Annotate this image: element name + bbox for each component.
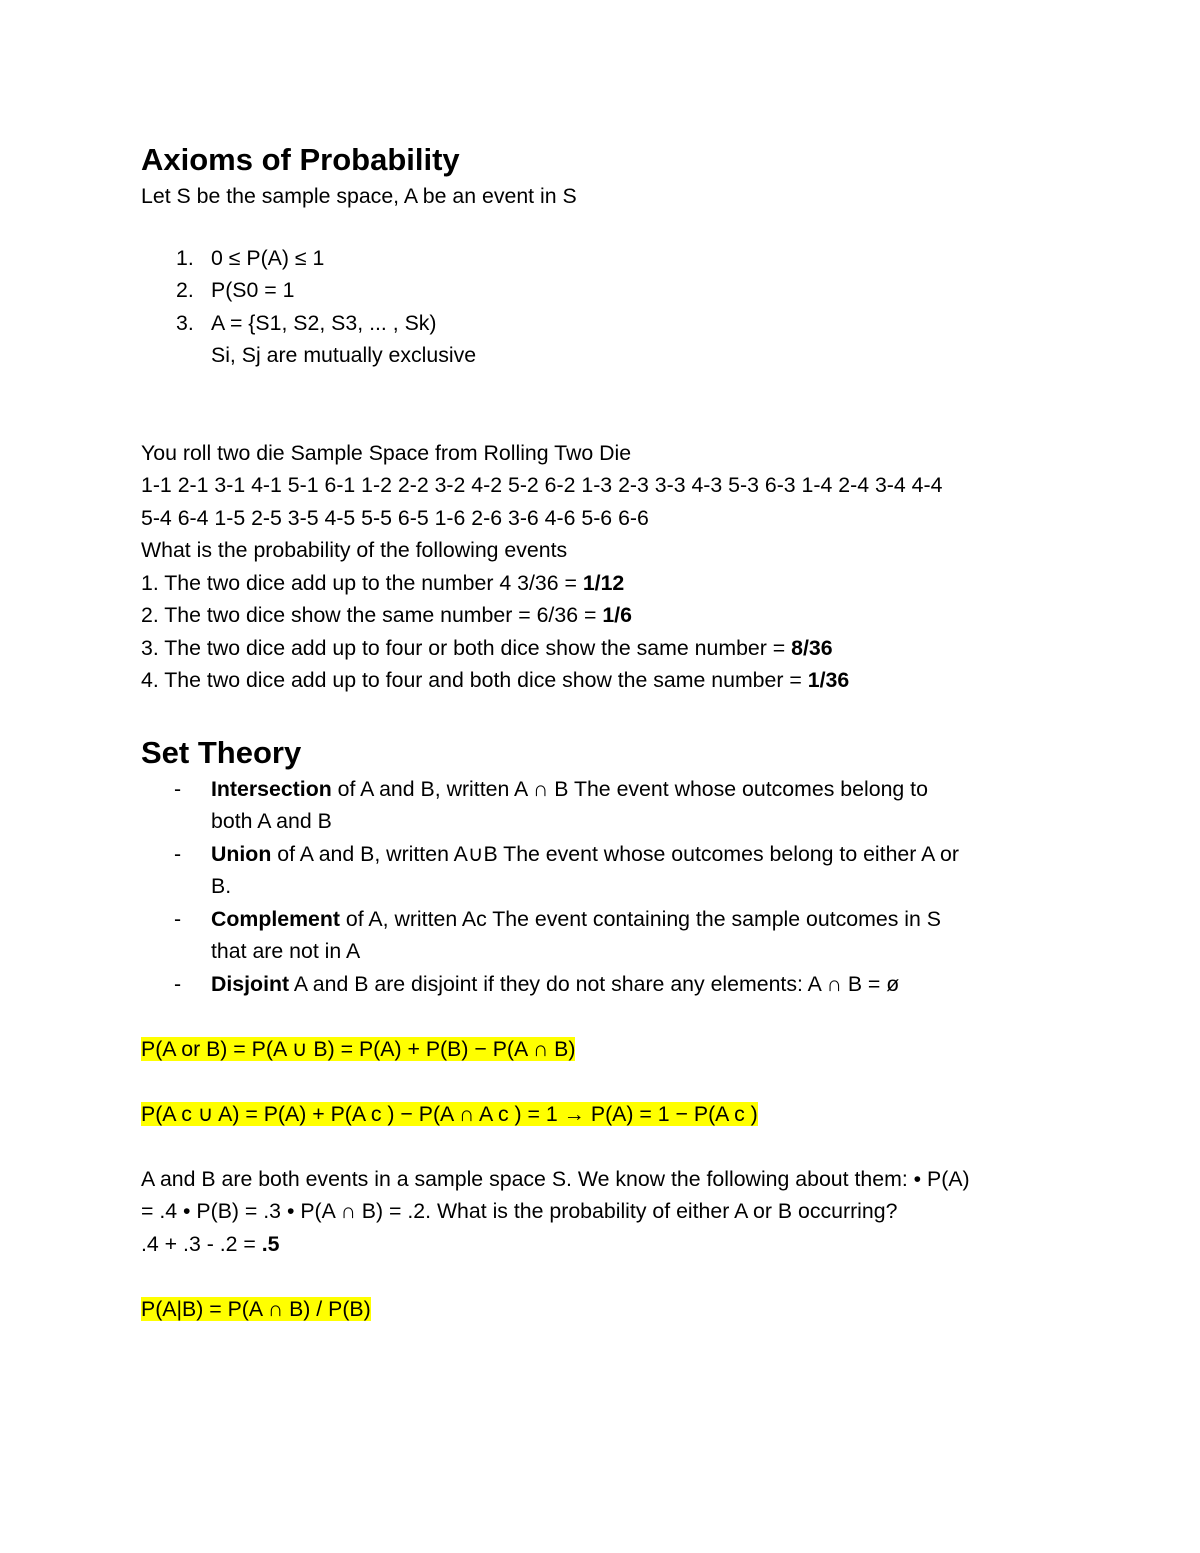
set-definition-text: of A, written Ac The event containing the sample outcomes in S xyxy=(339,906,941,931)
axiom-text: P(S0 = 1 xyxy=(211,278,295,302)
set-definition-text: B. xyxy=(211,874,232,898)
set-definition xyxy=(141,838,1061,903)
spacer xyxy=(141,1000,1081,1033)
formula-complement-rule xyxy=(141,1098,1081,1131)
dash-bullet: - xyxy=(174,971,182,996)
axiom-list xyxy=(141,242,1081,372)
dice-question: What is the probability of the following events xyxy=(141,538,568,562)
axioms-heading: Axioms of Probability xyxy=(141,142,460,177)
axiom-item xyxy=(141,307,1081,372)
dash-bullet: - xyxy=(174,776,182,801)
set-theory-heading: Set Theory xyxy=(141,734,302,770)
example-line: = .4 • P(B) = .3 • P(A ∩ B) = .2. What is the probability of either A or B occurring? xyxy=(141,1199,898,1223)
axioms-intro: Let S be the sample space, A be an event in S xyxy=(141,184,577,208)
set-definition xyxy=(141,903,1061,968)
formula-or-rule xyxy=(141,1033,1081,1066)
dice-event xyxy=(141,567,1081,600)
set-definition xyxy=(141,968,1061,1001)
highlighted-formula: P(A or B) = P(A ∪ B) = P(A) + P(B) − P(A ∩ B) xyxy=(141,1036,576,1061)
list-number: 3. xyxy=(176,310,194,335)
dice-event xyxy=(141,599,1081,632)
set-theory-list xyxy=(141,773,1081,1001)
spacer xyxy=(141,1130,1081,1163)
spacer xyxy=(141,1065,1081,1098)
event-text: 1. The two dice add up to the number 4 3/36 = xyxy=(141,570,583,595)
highlighted-formula: P(A c ∪ A) = P(A) + P(A c ) − P(A ∩ A c ) = 1 → P(A) = 1 − P(A c ) xyxy=(141,1101,758,1126)
dice-outcomes-line: 1-1 2-1 3-1 4-1 5-1 6-1 1-2 2-2 3-2 4-2 5-2 6-2 1-3 2-3 3-3 4-3 5-3 6-3 1-4 2-4 3-4 4-4 xyxy=(141,473,943,497)
dash-bullet: - xyxy=(174,906,182,931)
set-term: Intersection xyxy=(211,776,332,801)
spacer xyxy=(141,1260,1081,1293)
set-definition-text: of A and B, written A∪B The event whose outcomes belong to either A or xyxy=(271,841,959,866)
set-term: Disjoint xyxy=(211,971,290,996)
dice-outcomes-line: 5-4 6-4 1-5 2-5 3-5 4-5 5-5 6-5 1-6 2-6 3-6 4-6 5-6 6-6 xyxy=(141,505,649,530)
formula-conditional xyxy=(141,1293,1081,1326)
document-content xyxy=(141,140,1081,1325)
axiom-text: 0 ≤ P(A) ≤ 1 xyxy=(211,245,325,270)
event-answer: 1/36 xyxy=(807,668,850,692)
set-definition-text: of A and B, written A ∩ B The event whose outcomes belong to xyxy=(331,776,928,801)
list-number: 2. xyxy=(176,278,194,302)
set-definition-text: both A and B xyxy=(211,809,332,833)
event-answer: 8/36 xyxy=(791,635,833,660)
event-text: 2. The two dice show the same number = 6/36 = xyxy=(141,603,603,627)
dice-event xyxy=(141,632,1081,665)
axiom-subtext: Si, Sj are mutually exclusive xyxy=(211,343,477,367)
highlighted-formula: P(A|B) = P(A ∩ B) / P(B) xyxy=(141,1296,371,1321)
event-text: 4. The two dice add up to four and both dice show the same number = xyxy=(141,668,808,692)
axiom-item xyxy=(141,242,1081,275)
axiom-text: A = {S1, S2, S3, ... , Sk) xyxy=(211,310,437,335)
event-answer: 1/12 xyxy=(582,570,625,595)
set-term: Complement xyxy=(211,906,340,931)
example-calc: .4 + .3 - .2 = xyxy=(141,1231,262,1256)
event-text: 3. The two dice add up to four or both dice show the same number = xyxy=(141,635,792,660)
example-answer-line xyxy=(141,1228,1081,1261)
example-answer: .5 xyxy=(261,1231,280,1256)
set-term: Union xyxy=(211,841,272,866)
set-definition xyxy=(141,773,1061,838)
dice-event xyxy=(141,664,1081,697)
set-definition-text: A and B are disjoint if they do not share any elements: A ∩ B = ø xyxy=(289,971,900,996)
list-number: 1. xyxy=(176,245,194,270)
axiom-item xyxy=(141,274,1081,307)
example-line: A and B are both events in a sample space S. We know the following about them: • P(A) xyxy=(141,1166,970,1191)
event-answer: 1/6 xyxy=(602,603,632,627)
dash-bullet: - xyxy=(174,841,182,866)
dice-section xyxy=(141,437,1081,697)
set-definition-text: that are not in A xyxy=(211,939,361,963)
dice-intro: You roll two die Sample Space from Rolling Two Die xyxy=(141,440,632,465)
